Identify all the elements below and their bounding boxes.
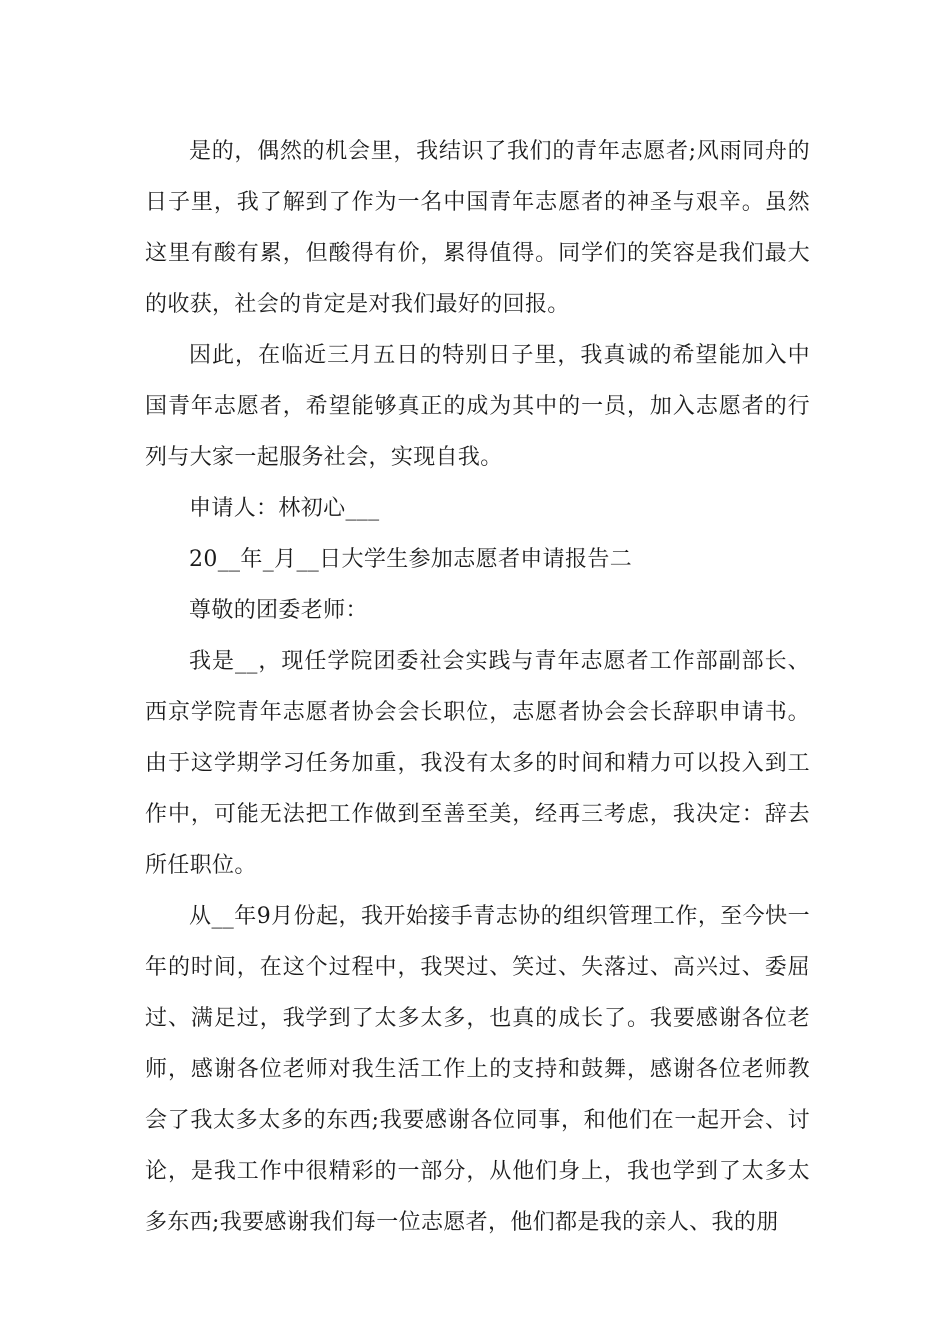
paragraph-volunteer-experience: 是的，偶然的机会里，我结识了我们的青年志愿者;风雨同舟的日子里，我了解到了作为一名中国青年志愿者的神圣与艰辛。虽然这里有酸有累，但酸得有价，累得值得。同学们的笑容是我们最大的收获，社会的肯定是对我们最好的回报。 [145, 139, 810, 317]
paragraph-gratitude: 从__年9月份起，我开始接手青志协的组织管理工作，至今快一年的时间，在这个过程中，我哭过、笑过、失落过、高兴过、委屈过、满足过，我学到了太多太多，也真的成长了。我要感谢各位老师，感谢各位老师对我生活工作上的支持和鼓舞，感谢各位老师教会了我太多太多的东西;我要感谢各位同事，和他们在一起开会、讨论，是我工作中很精彩的一部分，从他们身上，我也学到了太多太多东西;我要感谢我们每一位志愿者，他们都是我的亲人、我的朋 [145, 904, 810, 1235]
paragraph-resignation: 我是__，现任学院团委社会实践与青年志愿者工作部副部长、西京学院青年志愿者协会会长职位，志愿者协会会长辞职申请书。由于这学期学习任务加重，我没有太多的时间和精力可以投入到工作中，可能无法把工作做到至善至美，经再三考虑，我决定：辞去所任职位。 [145, 649, 810, 878]
applicant-signature-line: 申请人：林初心___ [189, 496, 380, 521]
document-body [145, 126, 810, 1248]
salutation: 尊敬的团委老师： [189, 598, 368, 623]
paragraph-application-wish: 因此，在临近三月五日的特别日子里，我真诚的希望能加入中国青年志愿者，希望能够真正的成为其中的一员，加入志愿者的行列与大家一起服务社会，实现自我。 [145, 343, 810, 470]
date-and-report-title: 20__年_月__日大学生参加志愿者申请报告二 [189, 547, 633, 572]
